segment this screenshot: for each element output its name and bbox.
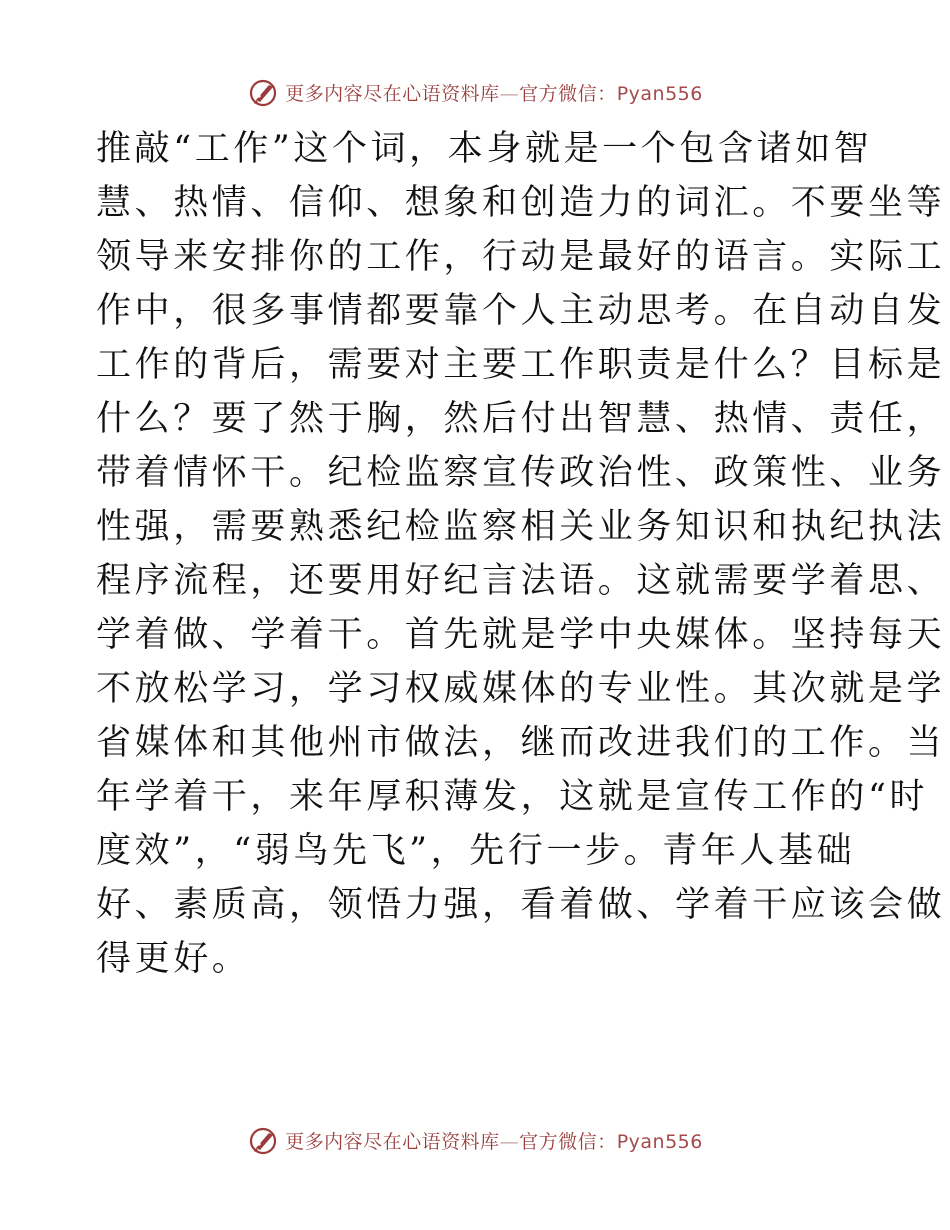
body-line: 什么？要了然于胸，然后付出智慧、热情、责任， [96,399,946,439]
body-line: 好、素质高，领悟力强，看着做、学着干应该会做 [96,885,946,925]
body-line: 领导来安排你的工作，行动是最好的语言。实际工 [96,237,946,277]
header-banner-library: 更多内容尽在心语资料库 [285,82,500,105]
footer-banner [0,1120,950,1160]
body-line: 年学着干，来年厚积薄发，这就是宣传工作的“时 [96,777,929,817]
header-banner-text [285,79,703,106]
body-line: 度效”，“弱鸟先飞”，先行一步。青年人基础 [96,831,856,871]
body-line: 带着情怀干。纪检监察宣传政治性、政策性、业务 [96,453,946,493]
body-line: 性强，需要熟悉纪检监察相关业务知识和执纪执法 [96,507,946,547]
body-line: 工作的背后，需要对主要工作职责是什么？目标是 [96,345,946,385]
body-text [96,122,946,986]
footer-banner-wechat-id: Pyan556 [616,1130,703,1153]
header-banner-dash: — [499,82,520,105]
header-banner-wechat-id: Pyan556 [616,82,703,105]
body-line: 推敲“工作”这个词，本身就是一个包含诸如智 [96,129,873,169]
header-banner-wechat-label: 官方微信： [519,82,617,105]
footer-banner-dash: — [499,1130,520,1153]
body-line: 慧、热情、信仰、想象和创造力的词汇。不要坐等 [96,183,946,223]
body-line: 程序流程，还要用好纪言法语。这就需要学着思、 [96,561,946,601]
body-line: 省媒体和其他州市做法，继而改进我们的工作。当 [96,723,946,763]
pen-circle-logo-icon [247,1124,279,1156]
header-banner [0,72,950,112]
body-line: 作中，很多事情都要靠个人主动思考。在自动自发 [96,291,946,331]
body-line: 不放松学习，学习权威媒体的专业性。其次就是学 [96,669,946,709]
body-line: 学着做、学着干。首先就是学中央媒体。坚持每天 [96,615,946,655]
footer-banner-library: 更多内容尽在心语资料库 [285,1130,500,1153]
footer-banner-text [285,1127,703,1154]
footer-banner-wechat-label: 官方微信： [519,1130,617,1153]
pen-circle-logo-icon [247,76,279,108]
body-line: 得更好。 [96,939,251,979]
